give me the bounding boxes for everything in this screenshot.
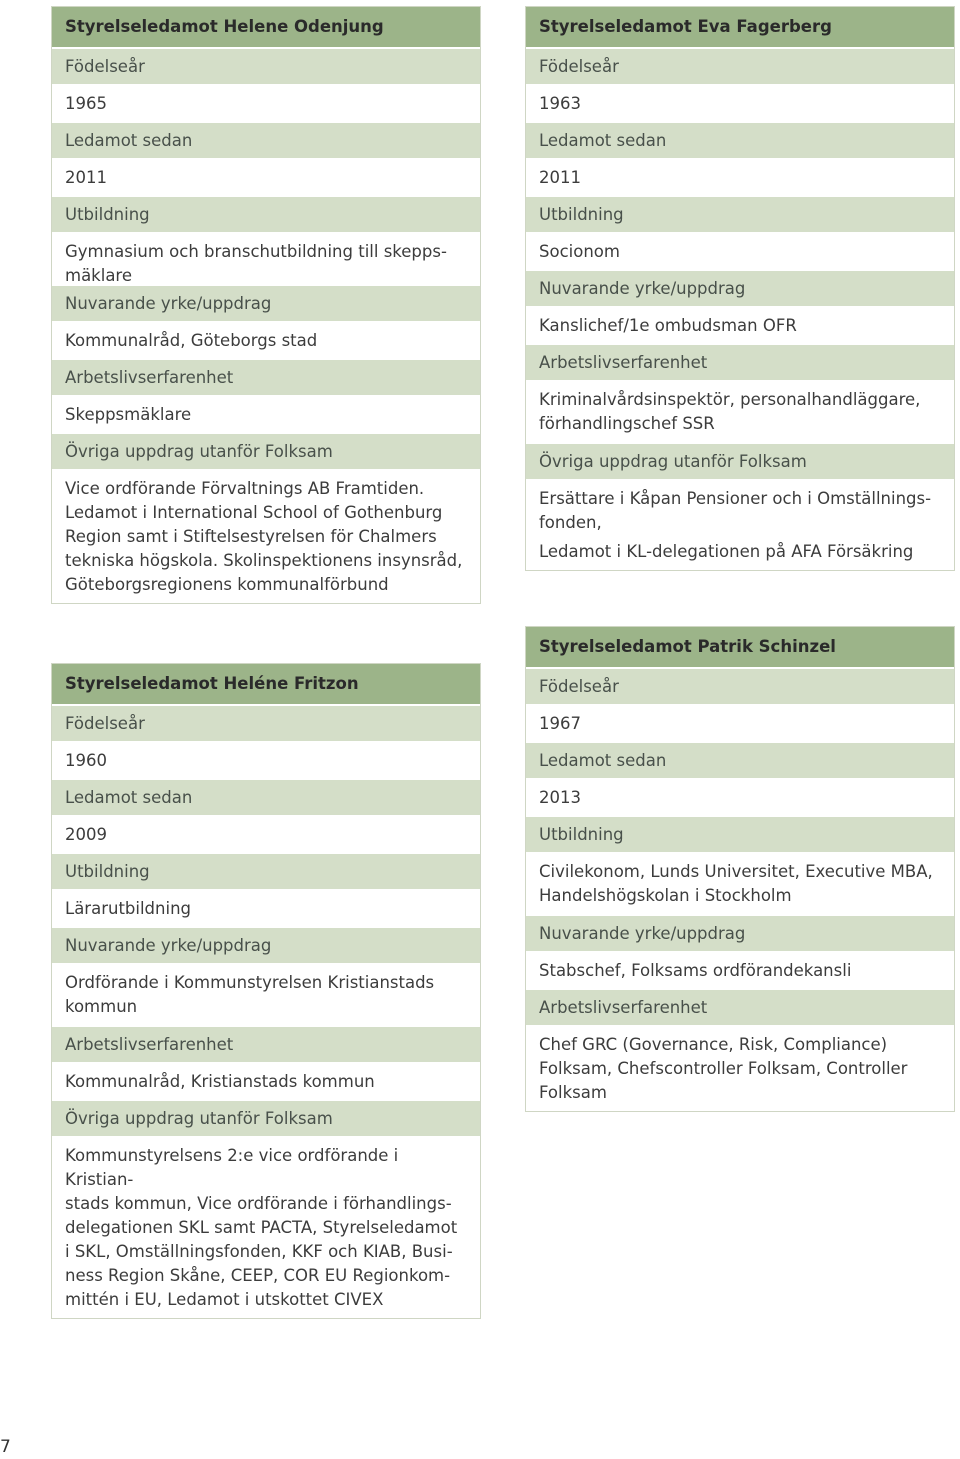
board-member-card-schinzel xyxy=(525,626,955,1112)
experience-line: förhandlingschef SSR xyxy=(539,414,715,433)
education-value xyxy=(52,232,480,284)
born-value: 1963 xyxy=(526,84,954,121)
education-label: Utbildning xyxy=(52,195,480,232)
experience-label: Arbetslivserfarenhet xyxy=(52,358,480,395)
current-label: Nuvarande yrke/uppdrag xyxy=(52,284,480,321)
page-number: 7 xyxy=(0,1437,11,1457)
education-line: Gymnasium och branschutbildning till skepps- xyxy=(65,242,447,261)
experience-line: Kriminalvårdsinspektör, personalhandläggare, xyxy=(539,390,921,409)
board-member-card-odenjung xyxy=(51,6,481,604)
other-line: Ersättare i Kåpan Pensioner och i Omställnings- xyxy=(539,489,932,508)
education-label: Utbildning xyxy=(52,852,480,889)
other-value xyxy=(52,469,480,603)
since-label: Ledamot sedan xyxy=(52,778,480,815)
current-label: Nuvarande yrke/uppdrag xyxy=(526,914,954,951)
current-value: Kanslichef/1e ombudsman OFR xyxy=(526,306,954,343)
card-title: Styrelseledamot Helene Odenjung xyxy=(52,7,480,47)
board-member-card-fritzon xyxy=(51,663,481,1319)
since-value: 2013 xyxy=(526,778,954,815)
other-line: Vice ordförande Förvaltnings AB Framtiden. xyxy=(65,479,425,498)
current-value xyxy=(52,963,480,1025)
other-line: Kommunstyrelsens 2:e vice ordförande i Kristian- xyxy=(65,1146,399,1189)
education-label: Utbildning xyxy=(526,195,954,232)
other-line: Göteborgsregionens kommunalförbund xyxy=(65,575,389,594)
since-label: Ledamot sedan xyxy=(526,741,954,778)
other-line: delegationen SKL samt PACTA, Styrelseledamot xyxy=(65,1218,458,1237)
other-line: stads kommun, Vice ordförande i förhandlings- xyxy=(65,1194,452,1213)
experience-line: Chef GRC (Governance, Risk, Compliance) xyxy=(539,1035,888,1054)
education-value: Socionom xyxy=(526,232,954,269)
born-label: Födelseår xyxy=(526,667,954,704)
other-line: Ledamot i KL-delegationen på AFA Försäkring xyxy=(539,542,914,561)
since-value: 2011 xyxy=(52,158,480,195)
education-label: Utbildning xyxy=(526,815,954,852)
education-line: mäklare xyxy=(65,266,133,285)
current-value: Stabschef, Folksams ordförandekansli xyxy=(526,951,954,988)
experience-value: Kommunalråd, Kristianstads kommun xyxy=(52,1062,480,1099)
other-label: Övriga uppdrag utanför Folksam xyxy=(52,1099,480,1136)
education-value xyxy=(526,852,954,914)
since-value: 2009 xyxy=(52,815,480,852)
card-title: Styrelseledamot Patrik Schinzel xyxy=(526,627,954,667)
current-value: Kommunalråd, Göteborgs stad xyxy=(52,321,480,358)
card-title: Styrelseledamot Heléne Fritzon xyxy=(52,664,480,704)
experience-value: Skeppsmäklare xyxy=(52,395,480,432)
experience-value xyxy=(526,380,954,442)
other-line: mittén i EU, Ledamot i utskottet CIVEX xyxy=(65,1290,384,1309)
education-line: Handelshögskolan i Stockholm xyxy=(539,886,792,905)
current-line: kommun xyxy=(65,997,138,1016)
experience-line: Folksam, Chefscontroller Folksam, Controller xyxy=(539,1059,908,1078)
experience-label: Arbetslivserfarenhet xyxy=(526,343,954,380)
other-line: ness Region Skåne, CEEP, COR EU Regionkom- xyxy=(65,1266,451,1285)
since-label: Ledamot sedan xyxy=(52,121,480,158)
board-member-card-fagerberg xyxy=(525,6,955,571)
other-line: i SKL, Omställningsfonden, KKF och KIAB, Busi- xyxy=(65,1242,453,1261)
other-label: Övriga uppdrag utanför Folksam xyxy=(52,432,480,469)
born-label: Födelseår xyxy=(526,47,954,84)
education-line: Civilekonom, Lunds Universitet, Executive MBA, xyxy=(539,862,933,881)
born-label: Födelseår xyxy=(52,704,480,741)
education-value: Lärarutbildning xyxy=(52,889,480,926)
experience-value xyxy=(526,1025,954,1111)
other-line: Region samt i Stiftelsestyrelsen för Chalmers xyxy=(65,527,437,546)
born-label: Födelseår xyxy=(52,47,480,84)
since-value: 2011 xyxy=(526,158,954,195)
card-title: Styrelseledamot Eva Fagerberg xyxy=(526,7,954,47)
other-value xyxy=(52,1136,480,1318)
other-value xyxy=(526,479,954,570)
born-value: 1960 xyxy=(52,741,480,778)
other-line: tekniska högskola. Skolinspektionens insynsråd, xyxy=(65,551,463,570)
born-value: 1967 xyxy=(526,704,954,741)
other-line: fonden, xyxy=(539,513,602,532)
other-line: Ledamot i International School of Gothenburg xyxy=(65,503,443,522)
experience-label: Arbetslivserfarenhet xyxy=(526,988,954,1025)
born-value: 1965 xyxy=(52,84,480,121)
since-label: Ledamot sedan xyxy=(526,121,954,158)
other-label: Övriga uppdrag utanför Folksam xyxy=(526,442,954,479)
experience-line: Folksam xyxy=(539,1083,607,1102)
experience-label: Arbetslivserfarenhet xyxy=(52,1025,480,1062)
current-label: Nuvarande yrke/uppdrag xyxy=(52,926,480,963)
current-label: Nuvarande yrke/uppdrag xyxy=(526,269,954,306)
current-line: Ordförande i Kommunstyrelsen Kristianstads xyxy=(65,973,435,992)
